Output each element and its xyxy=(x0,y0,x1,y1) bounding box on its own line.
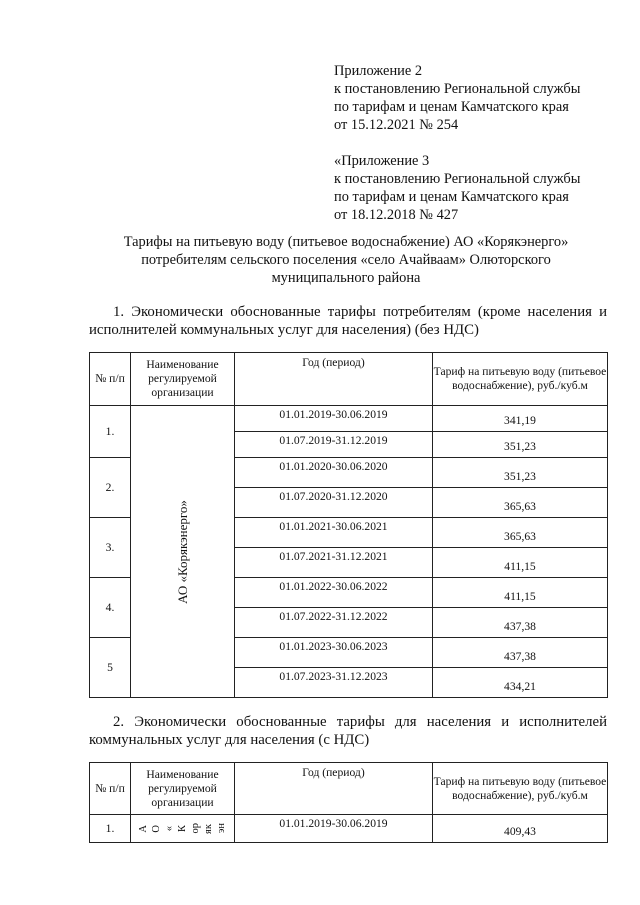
period-cell: 01.01.2021-30.06.2021 xyxy=(235,518,433,548)
tariff-value: 434,21 xyxy=(433,668,608,698)
period-cell: 01.07.2020-31.12.2020 xyxy=(235,488,433,518)
org-name-fragments xyxy=(131,823,234,834)
header-period: Год (период) xyxy=(235,353,433,406)
period-cell: 01.07.2023-31.12.2023 xyxy=(235,668,433,698)
tariff-value: 341,19 xyxy=(433,406,608,432)
tariff-value: 351,23 xyxy=(433,432,608,458)
table-header-row xyxy=(90,763,608,815)
table-header-row xyxy=(90,353,608,406)
row-number: 5 xyxy=(90,638,131,698)
org-fragment: « xyxy=(163,825,175,832)
org-fragment: К xyxy=(176,824,188,832)
appendix-line: к постановлению Региональной службы xyxy=(334,81,581,97)
tariff-value: 365,63 xyxy=(433,518,608,548)
tariff-value: 437,38 xyxy=(433,608,608,638)
appendix-line: по тарифам и ценам Камчатского края xyxy=(334,99,569,115)
title-line: муниципального района xyxy=(271,270,421,286)
header-tariff: Тариф на питьевую воду (питьевое водоснабжение), руб./куб.м xyxy=(433,353,608,406)
period-cell: 01.07.2022-31.12.2022 xyxy=(235,608,433,638)
appendix-line: Приложение 2 xyxy=(334,63,423,79)
tariff-value: 411,15 xyxy=(433,548,608,578)
period-cell: 01.07.2019-31.12.2019 xyxy=(235,432,433,458)
section-2-heading xyxy=(89,713,607,749)
appendix-header xyxy=(334,62,630,224)
org-name-cell xyxy=(131,815,235,843)
title-line: потребителям сельского поселения «село Ачайваам» Олюторского xyxy=(141,252,551,268)
org-name: АО «Корякэнерго» xyxy=(174,499,190,604)
tariff-value: 411,15 xyxy=(433,578,608,608)
row-number: 2. xyxy=(90,458,131,518)
header-num: № п/п xyxy=(90,353,131,406)
tariff-table-1 xyxy=(89,352,608,698)
tariff-value: 365,63 xyxy=(433,488,608,518)
period-cell: 01.01.2019-30.06.2019 xyxy=(235,815,433,843)
tariff-value: 437,38 xyxy=(433,638,608,668)
org-fragment: А xyxy=(137,824,149,833)
period-cell: 01.01.2020-30.06.2020 xyxy=(235,458,433,488)
org-fragment: эн xyxy=(215,823,227,834)
document-title xyxy=(96,233,596,287)
appendix-old-line: от 18.12.2018 № 427 xyxy=(334,207,459,223)
row-number: 1. xyxy=(90,815,131,843)
period-cell: 01.01.2023-30.06.2023 xyxy=(235,638,433,668)
row-number: 4. xyxy=(90,578,131,638)
appendix-line: от 15.12.2021 № 254 xyxy=(334,117,459,133)
tariff-table-2 xyxy=(89,762,608,843)
section-2-text: 2. Экономически обоснованные тарифы для населения и исполнителей коммунальных услуг для населения (с НДС) xyxy=(89,714,607,748)
org-name-cell xyxy=(131,406,235,698)
tariff-value: 409,43 xyxy=(433,815,608,843)
org-fragment: як xyxy=(202,823,214,834)
section-1-text: 1. Экономически обоснованные тарифы потребителям (кроме населения и исполнителей коммунальных услуг для населения) (без НДС) xyxy=(89,304,607,338)
row-number: 3. xyxy=(90,518,131,578)
org-fragment: ор xyxy=(189,823,201,834)
appendix-old-line: к постановлению Региональной службы xyxy=(334,171,581,187)
title-line: Тарифы на питьевую воду (питьевое водоснабжение) АО «Корякэнерго» xyxy=(123,234,569,250)
header-org: Наименование регулируемой организации xyxy=(131,763,235,815)
section-1-heading xyxy=(89,303,607,339)
table-row xyxy=(90,406,608,432)
appendix-old-line: по тарифам и ценам Камчатского края xyxy=(334,189,569,205)
table-row xyxy=(90,815,608,843)
header-tariff: Тариф на питьевую воду (питьевое водоснабжение), руб./куб.м xyxy=(433,763,608,815)
period-cell: 01.01.2019-30.06.2019 xyxy=(235,406,433,432)
header-org: Наименование регулируемой организации xyxy=(131,353,235,406)
header-num: № п/п xyxy=(90,763,131,815)
appendix-old-line: «Приложение 3 xyxy=(334,153,430,169)
tariff-value: 351,23 xyxy=(433,458,608,488)
period-cell: 01.07.2021-31.12.2021 xyxy=(235,548,433,578)
row-number: 1. xyxy=(90,406,131,458)
period-cell: 01.01.2022-30.06.2022 xyxy=(235,578,433,608)
header-period: Год (период) xyxy=(235,763,433,815)
org-fragment: О xyxy=(150,824,162,833)
